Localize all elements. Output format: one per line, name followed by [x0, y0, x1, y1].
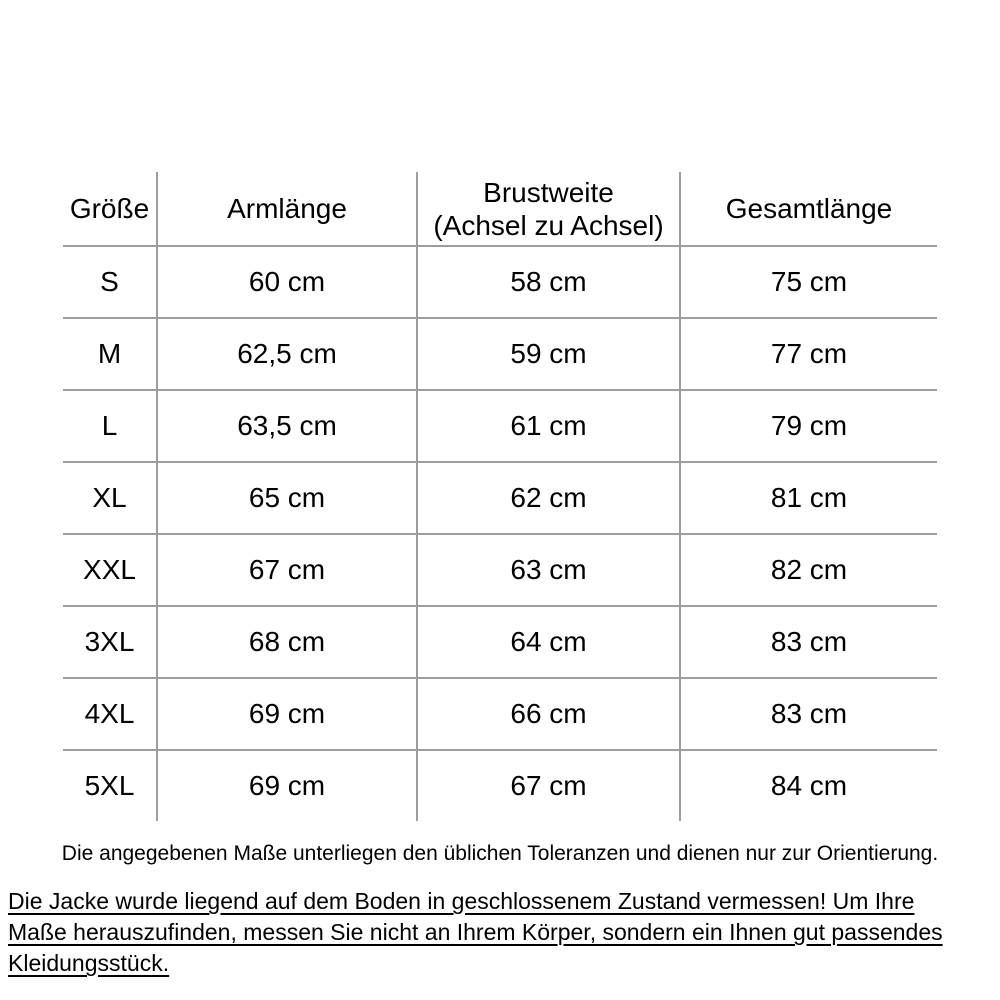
arm-length-cell: 68 cm [157, 606, 417, 678]
chest-width-cell: 63 cm [417, 534, 680, 606]
chest-width-cell: 62 cm [417, 462, 680, 534]
column-header-label: Gesamtlänge [725, 193, 893, 224]
chest-width-cell: 67 cm [417, 750, 680, 821]
table-row [63, 678, 937, 750]
total-length-cell: 81 cm [680, 462, 937, 534]
table-header-row [63, 172, 937, 246]
total-length-cell: 83 cm [680, 678, 937, 750]
chest-width-cell: 61 cm [417, 390, 680, 462]
tolerance-note: Die angegebenen Maße unterliegen den üblichen Toleranzen und dienen nur zur Orientierung. [61, 842, 939, 865]
size-cell: M [63, 318, 157, 390]
table-body [63, 246, 937, 821]
size-cell: S [63, 246, 157, 318]
size-cell: XL [63, 462, 157, 534]
measurement-note [8, 886, 943, 979]
total-length-cell: 84 cm [680, 750, 937, 821]
table-row [63, 462, 937, 534]
table-head [63, 172, 937, 246]
measurement-note-line: Maße herauszufinden, messen Sie nicht an Ihrem Körper, sondern ein Ihnen gut passendes [8, 919, 943, 945]
arm-length-cell: 69 cm [157, 678, 417, 750]
arm-length-cell: 65 cm [157, 462, 417, 534]
table-row [63, 750, 937, 821]
arm-length-cell: 67 cm [157, 534, 417, 606]
total-length-cell: 83 cm [680, 606, 937, 678]
arm-length-cell: 63,5 cm [157, 390, 417, 462]
column-header-label-line2: (Achsel zu Achsel) [433, 209, 664, 241]
size-cell: 5XL [63, 750, 157, 821]
column-header-label: Armlänge [227, 193, 347, 224]
total-length-cell: 82 cm [680, 534, 937, 606]
table-row [63, 318, 937, 390]
table-row [63, 534, 937, 606]
size-table [63, 172, 937, 821]
arm-length-cell: 62,5 cm [157, 318, 417, 390]
column-header-size [63, 172, 157, 246]
measurement-note-line: Die Jacke wurde liegend auf dem Boden in geschlossenem Zustand vermessen! Um Ihre [8, 888, 915, 914]
column-header-arm-length [157, 172, 417, 246]
table-row [63, 390, 937, 462]
column-header-chest-width [417, 172, 680, 246]
total-length-cell: 75 cm [680, 246, 937, 318]
chest-width-cell: 58 cm [417, 246, 680, 318]
size-cell: L [63, 390, 157, 462]
chest-width-cell: 59 cm [417, 318, 680, 390]
arm-length-cell: 60 cm [157, 246, 417, 318]
arm-length-cell: 69 cm [157, 750, 417, 821]
column-header-total-length [680, 172, 937, 246]
total-length-cell: 77 cm [680, 318, 937, 390]
table-row [63, 606, 937, 678]
size-cell: 4XL [63, 678, 157, 750]
total-length-cell: 79 cm [680, 390, 937, 462]
table-row [63, 246, 937, 318]
chest-width-cell: 66 cm [417, 678, 680, 750]
size-cell: 3XL [63, 606, 157, 678]
size-cell: XXL [63, 534, 157, 606]
column-header-label: Brustweite [483, 176, 614, 208]
column-header-label: Größe [69, 193, 150, 224]
measurement-note-line: Kleidungsstück. [8, 950, 170, 976]
chest-width-cell: 64 cm [417, 606, 680, 678]
